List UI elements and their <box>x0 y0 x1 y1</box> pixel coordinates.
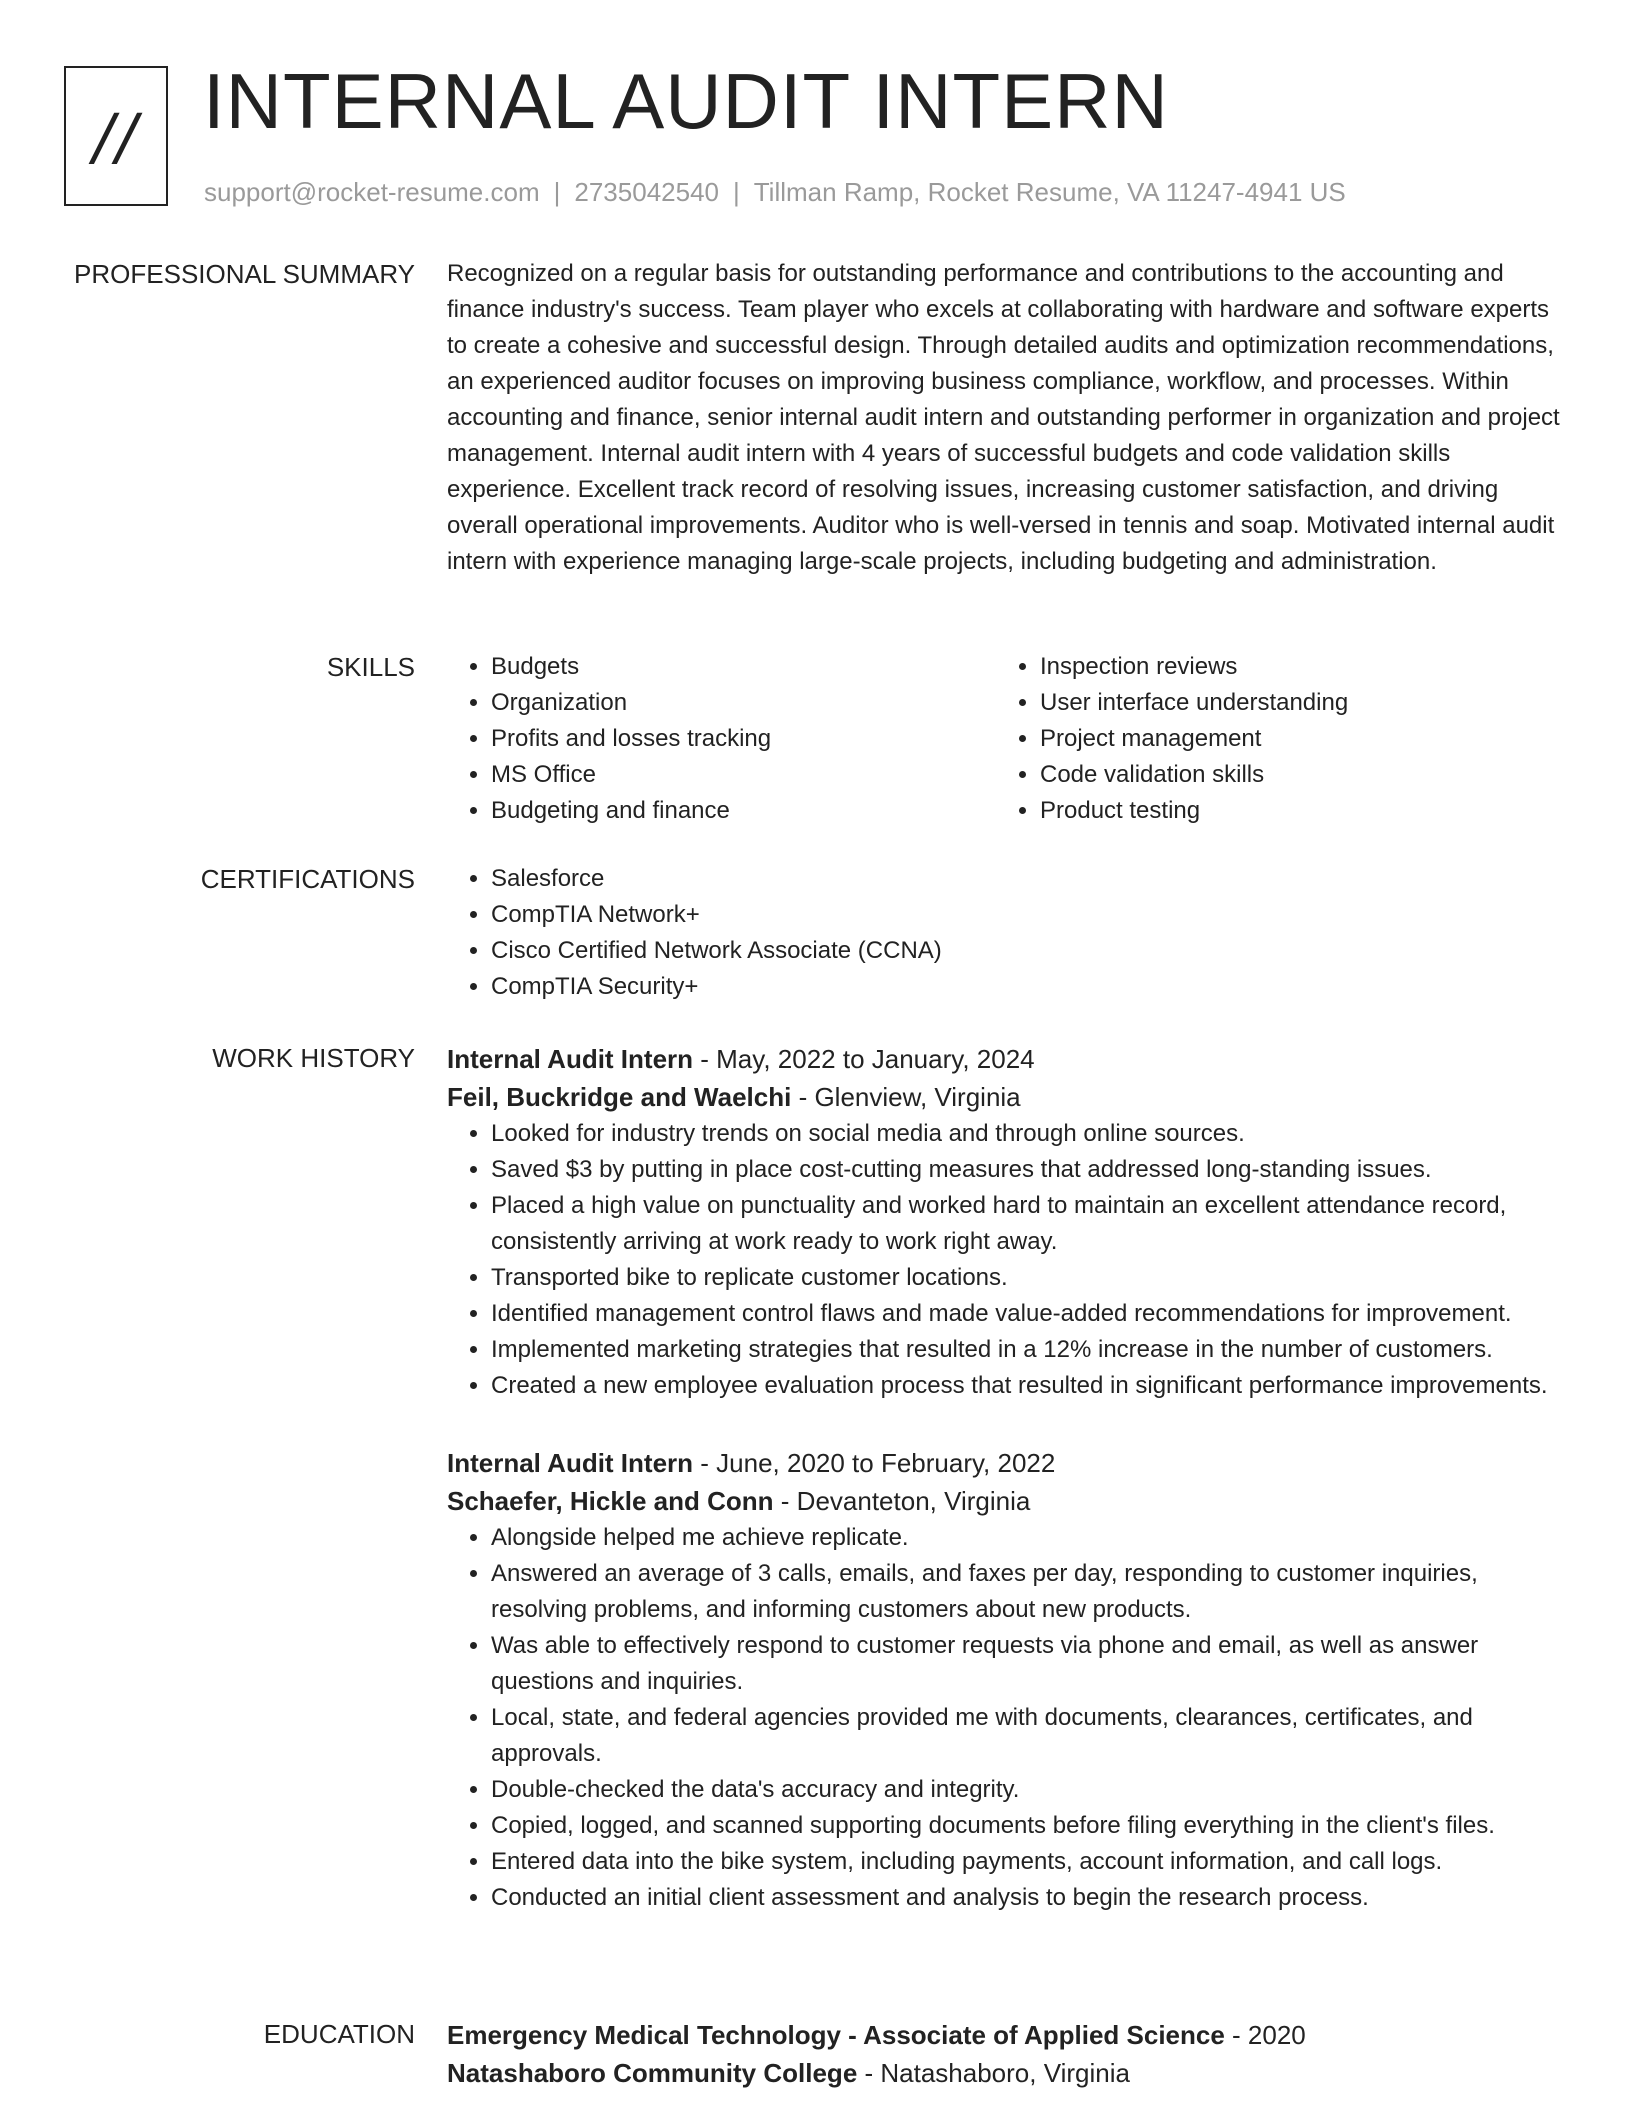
job-company-line <box>447 1482 1562 1520</box>
skill-item: • Project management <box>1040 721 1545 757</box>
contact-email: support@rocket-resume.com <box>204 177 540 207</box>
job-title-line <box>447 1444 1562 1482</box>
education-school: Natashaboro Community College <box>447 2058 858 2088</box>
job-bullet: • Identified management control flaws and made value-added recommendations for improvement. <box>491 1296 1562 1332</box>
skills-column-right <box>996 649 1545 829</box>
section-label-education: EDUCATION <box>263 2019 415 2049</box>
certification-item: • CompTIA Security+ <box>491 969 1562 1005</box>
job-title: Internal Audit Intern <box>447 1448 694 1478</box>
job-entry <box>447 1040 1562 1404</box>
job-bullet: • Created a new employee evaluation process that resulted in significant performance improvements. <box>491 1368 1562 1404</box>
job-title-line <box>447 1040 1562 1078</box>
job-location: - Glenview, Virginia <box>791 1082 1021 1112</box>
job-bullet: • Entered data into the bike system, including payments, account information, and call logs. <box>491 1844 1562 1880</box>
job-bullet: • Implemented marketing strategies that resulted in a 12% increase in the number of customers. <box>491 1332 1562 1368</box>
contact-address: Tillman Ramp, Rocket Resume, VA 11247-4941 US <box>753 177 1346 207</box>
contact-phone: 2735042540 <box>574 177 719 207</box>
education-school-line <box>447 2054 1562 2092</box>
job-bullet: • Answered an average of 3 calls, emails, and faxes per day, responding to customer inquiries, resolving problems, and informing customers about new products. <box>491 1556 1562 1628</box>
job-title: Internal Audit Intern <box>447 1044 694 1074</box>
skill-item: • Inspection reviews <box>1040 649 1545 685</box>
job-bullet: • Was able to effectively respond to customer requests via phone and email, as well as answer questions and inquiries. <box>491 1628 1562 1700</box>
education-year: - 2020 <box>1224 2020 1306 2050</box>
job-bullet: • Looked for industry trends on social media and through online sources. <box>491 1116 1562 1152</box>
resume-title: INTERNAL AUDIT INTERN <box>203 57 1169 145</box>
skill-item: • Profits and losses tracking <box>491 721 996 757</box>
education-degree: Emergency Medical Technology - Associate of Applied Science <box>447 2020 1225 2050</box>
job-location: - Devanteton, Virginia <box>773 1486 1031 1516</box>
job-bullet: • Transported bike to replicate customer locations. <box>491 1260 1562 1296</box>
skill-item: • Organization <box>491 685 996 721</box>
section-label-skills: SKILLS <box>326 652 415 682</box>
job-bullet: • Conducted an initial client assessment and analysis to begin the research process. <box>491 1880 1562 1916</box>
job-bullet: • Double-checked the data's accuracy and integrity. <box>491 1772 1562 1808</box>
contact-separator: | <box>553 177 561 207</box>
certification-item: • Cisco Certified Network Associate (CCNA) <box>491 933 1562 969</box>
skill-item: • Product testing <box>1040 793 1545 829</box>
skill-item: • MS Office <box>491 757 996 793</box>
skills-grid <box>447 649 1562 829</box>
section-label-certifications: CERTIFICATIONS <box>200 864 415 894</box>
monogram-logo: // <box>64 66 168 206</box>
summary-body <box>447 256 1562 580</box>
work-history-body <box>447 1040 1562 1916</box>
contact-separator: | <box>733 177 740 207</box>
skill-item: • Budgeting and finance <box>491 793 996 829</box>
education-degree-line <box>447 2016 1562 2054</box>
section-label-summary: PROFESSIONAL SUMMARY <box>74 259 415 289</box>
summary-text: Recognized on a regular basis for outstanding performance and contributions to the accounting and finance industry's success. Team player who excels at collaborating with hardware and software experts to create a cohesive and successful design. Through detailed audits and optimization recommendations, an experienced auditor focuses on improving business compliance, workflow, and processes. Within accounting and finance, senior internal audit intern and outstanding performer in organization and project management. Internal audit intern with 4 years of successful budgets and code validation skills experience. Excellent track record of resolving issues, increasing customer satisfaction, and driving overall operational improvements. Auditor who is well-versed in tennis and soap. Motivated internal audit intern with experience managing large-scale projects, including budgeting and administration. <box>447 260 1560 575</box>
job-company: Feil, Buckridge and Waelchi <box>447 1082 792 1112</box>
job-dates: - June, 2020 to February, 2022 <box>693 1448 1056 1478</box>
skill-item: • Budgets <box>491 649 996 685</box>
contact-line <box>204 176 1346 208</box>
skill-item: • Code validation skills <box>1040 757 1545 793</box>
skill-item: • User interface understanding <box>1040 685 1545 721</box>
job-bullet: • Alongside helped me achieve replicate. <box>491 1520 1562 1556</box>
job-bullet: • Placed a high value on punctuality and worked hard to maintain an excellent attendance record, consistently arriving at work ready to work right away. <box>491 1188 1562 1260</box>
job-bullet-list <box>447 1520 1562 1916</box>
job-company-line <box>447 1078 1562 1116</box>
education-body <box>447 2016 1562 2092</box>
job-bullet: • Saved $3 by putting in place cost-cutting measures that addressed long-standing issues. <box>491 1152 1562 1188</box>
skills-column-left <box>447 649 996 829</box>
section-label-work-history: WORK HISTORY <box>212 1043 415 1073</box>
job-bullet: • Local, state, and federal agencies provided me with documents, clearances, certificates, and approvals. <box>491 1700 1562 1772</box>
certification-item: • CompTIA Network+ <box>491 897 1562 933</box>
job-bullet-list <box>447 1116 1562 1404</box>
job-bullet: • Copied, logged, and scanned supporting documents before filing everything in the client's files. <box>491 1808 1562 1844</box>
certifications-body <box>447 861 1562 1005</box>
job-entry <box>447 1444 1562 1916</box>
job-dates: - May, 2022 to January, 2024 <box>693 1044 1035 1074</box>
certification-item: • Salesforce <box>491 861 1562 897</box>
education-location: - Natashaboro, Virginia <box>857 2058 1130 2088</box>
job-company: Schaefer, Hickle and Conn <box>447 1486 774 1516</box>
